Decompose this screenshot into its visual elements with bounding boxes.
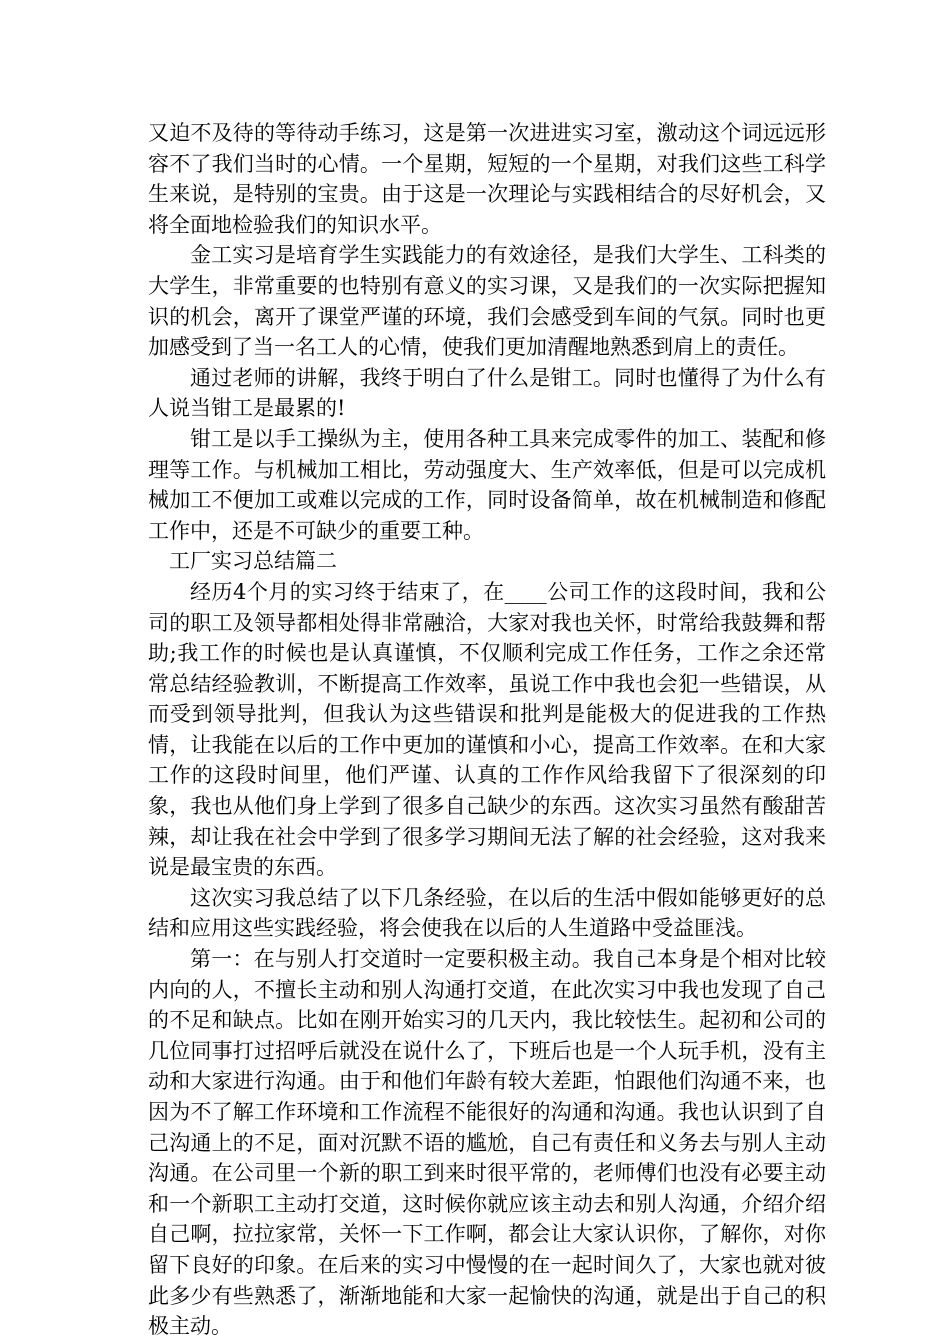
- paragraph-teacher-explanation: 通过老师的讲解，我终于明白了什么是钳工。同时也懂得了为什么有人说当钳工是最累的!: [148, 365, 826, 421]
- section-heading: 工厂实习总结篇二: [169, 549, 337, 574]
- paragraph-experience-summary: 这次实习我总结了以下几条经验，在以后的生活中假如能够更好的总结和应用这些实践经验，将会使我在以后的人生道路中受益匪浅。: [148, 885, 826, 941]
- paragraph-continuation: 又迫不及待的等待动手练习，这是第一次进进实习室，激动这个词远远形容不了我们当时的心情。一个星期，短短的一个星期，对我们这些工科学生来说，是特别的宝贵。由于这是一次理论与实践相结合的尽好机会，又将全面地检验我们的知识水平。: [148, 121, 826, 237]
- paragraph-point-one: 第一：在与别人打交道时一定要积极主动。我自己本身是个相对比较内向的人，不擅长主动和别人沟通打交道，在此次实习中我也发现了自己的不足和缺点。比如在刚开始实习的几天内，我比较怯生。起初和公司的几位同事打过招呼后就没在说什么了，下班后也是一个人玩手机，没有主动和大家进行沟通。由于和他们年龄有较大差距，怕跟他们沟通不来，也因为不了解工作环境和工作流程不能很好的沟通和沟通。我也认识到了自己沟通上的不足，面对沉默不语的尴尬，自己有责任和义务去与别人主动沟通。在公司里一个新的职工到来时很平常的，老师傅们也没有必要主动和一个新职工主动打交道，这时候你就应该主动去和别人沟通，介绍介绍自己啊，拉拉家常，关怀一下工作啊，都会让大家认识你，了解你，对你留下良好的印象。在后来的实习中慢慢的在一起时间久了，大家也就对彼此多少有些熟悉了，渐渐地能和大家一起愉快的沟通，就是出于自己的积极主动。: [148, 947, 826, 1339]
- paragraph-internship-end: 经历4个月的实习终于结束了，在____公司工作的这段时间，我和公司的职工及领导都相处得非常融洽，大家对我也关怀，时常给我鼓舞和帮助;我工作的时候也是认真谨慎，不仅顺利完成工作任务，工作之余还常常总结经验教训，不断提高工作效率，虽说工作中我也会犯一些错误，从而受到领导批判，但我认为这些错误和批判是能极大的促进我的工作热情，让我能在以后的工作中更加的谨慎和小心，提高工作效率。在和大家工作的这段时间里，他们严谨、认真的工作作风给我留下了很深刻的印象，我也从他们身上学到了很多自己缺少的东西。这次实习虽然有酸甜苦辣，却让我在社会中学到了很多学习期间无法了解的社会经验，这对我来说是最宝贵的东西。: [148, 579, 826, 880]
- document-page: [148, 118, 826, 1342]
- paragraph-metalwork-practice: 金工实习是培育学生实践能力的有效途径，是我们大学生、工科类的大学生，非常重要的也特别有意义的实习课，又是我们的一次实际把握知识的机会，离开了课堂严谨的环境，我们会感受到车间的气氛。同时也更加感受到了当一名工人的心情，使我们更加清醒地熟悉到肩上的责任。: [148, 243, 826, 360]
- paragraph-fitter-definition: 钳工是以手工操纵为主，使用各种工具来完成零件的加工、装配和修理等工作。与机械加工相比，劳动强度大、生产效率低，但是可以完成机械加工不便加工或难以完成的工作，同时设备简单，故在机械制造和修配工作中，还是不可缺少的重要工种。: [148, 426, 826, 543]
